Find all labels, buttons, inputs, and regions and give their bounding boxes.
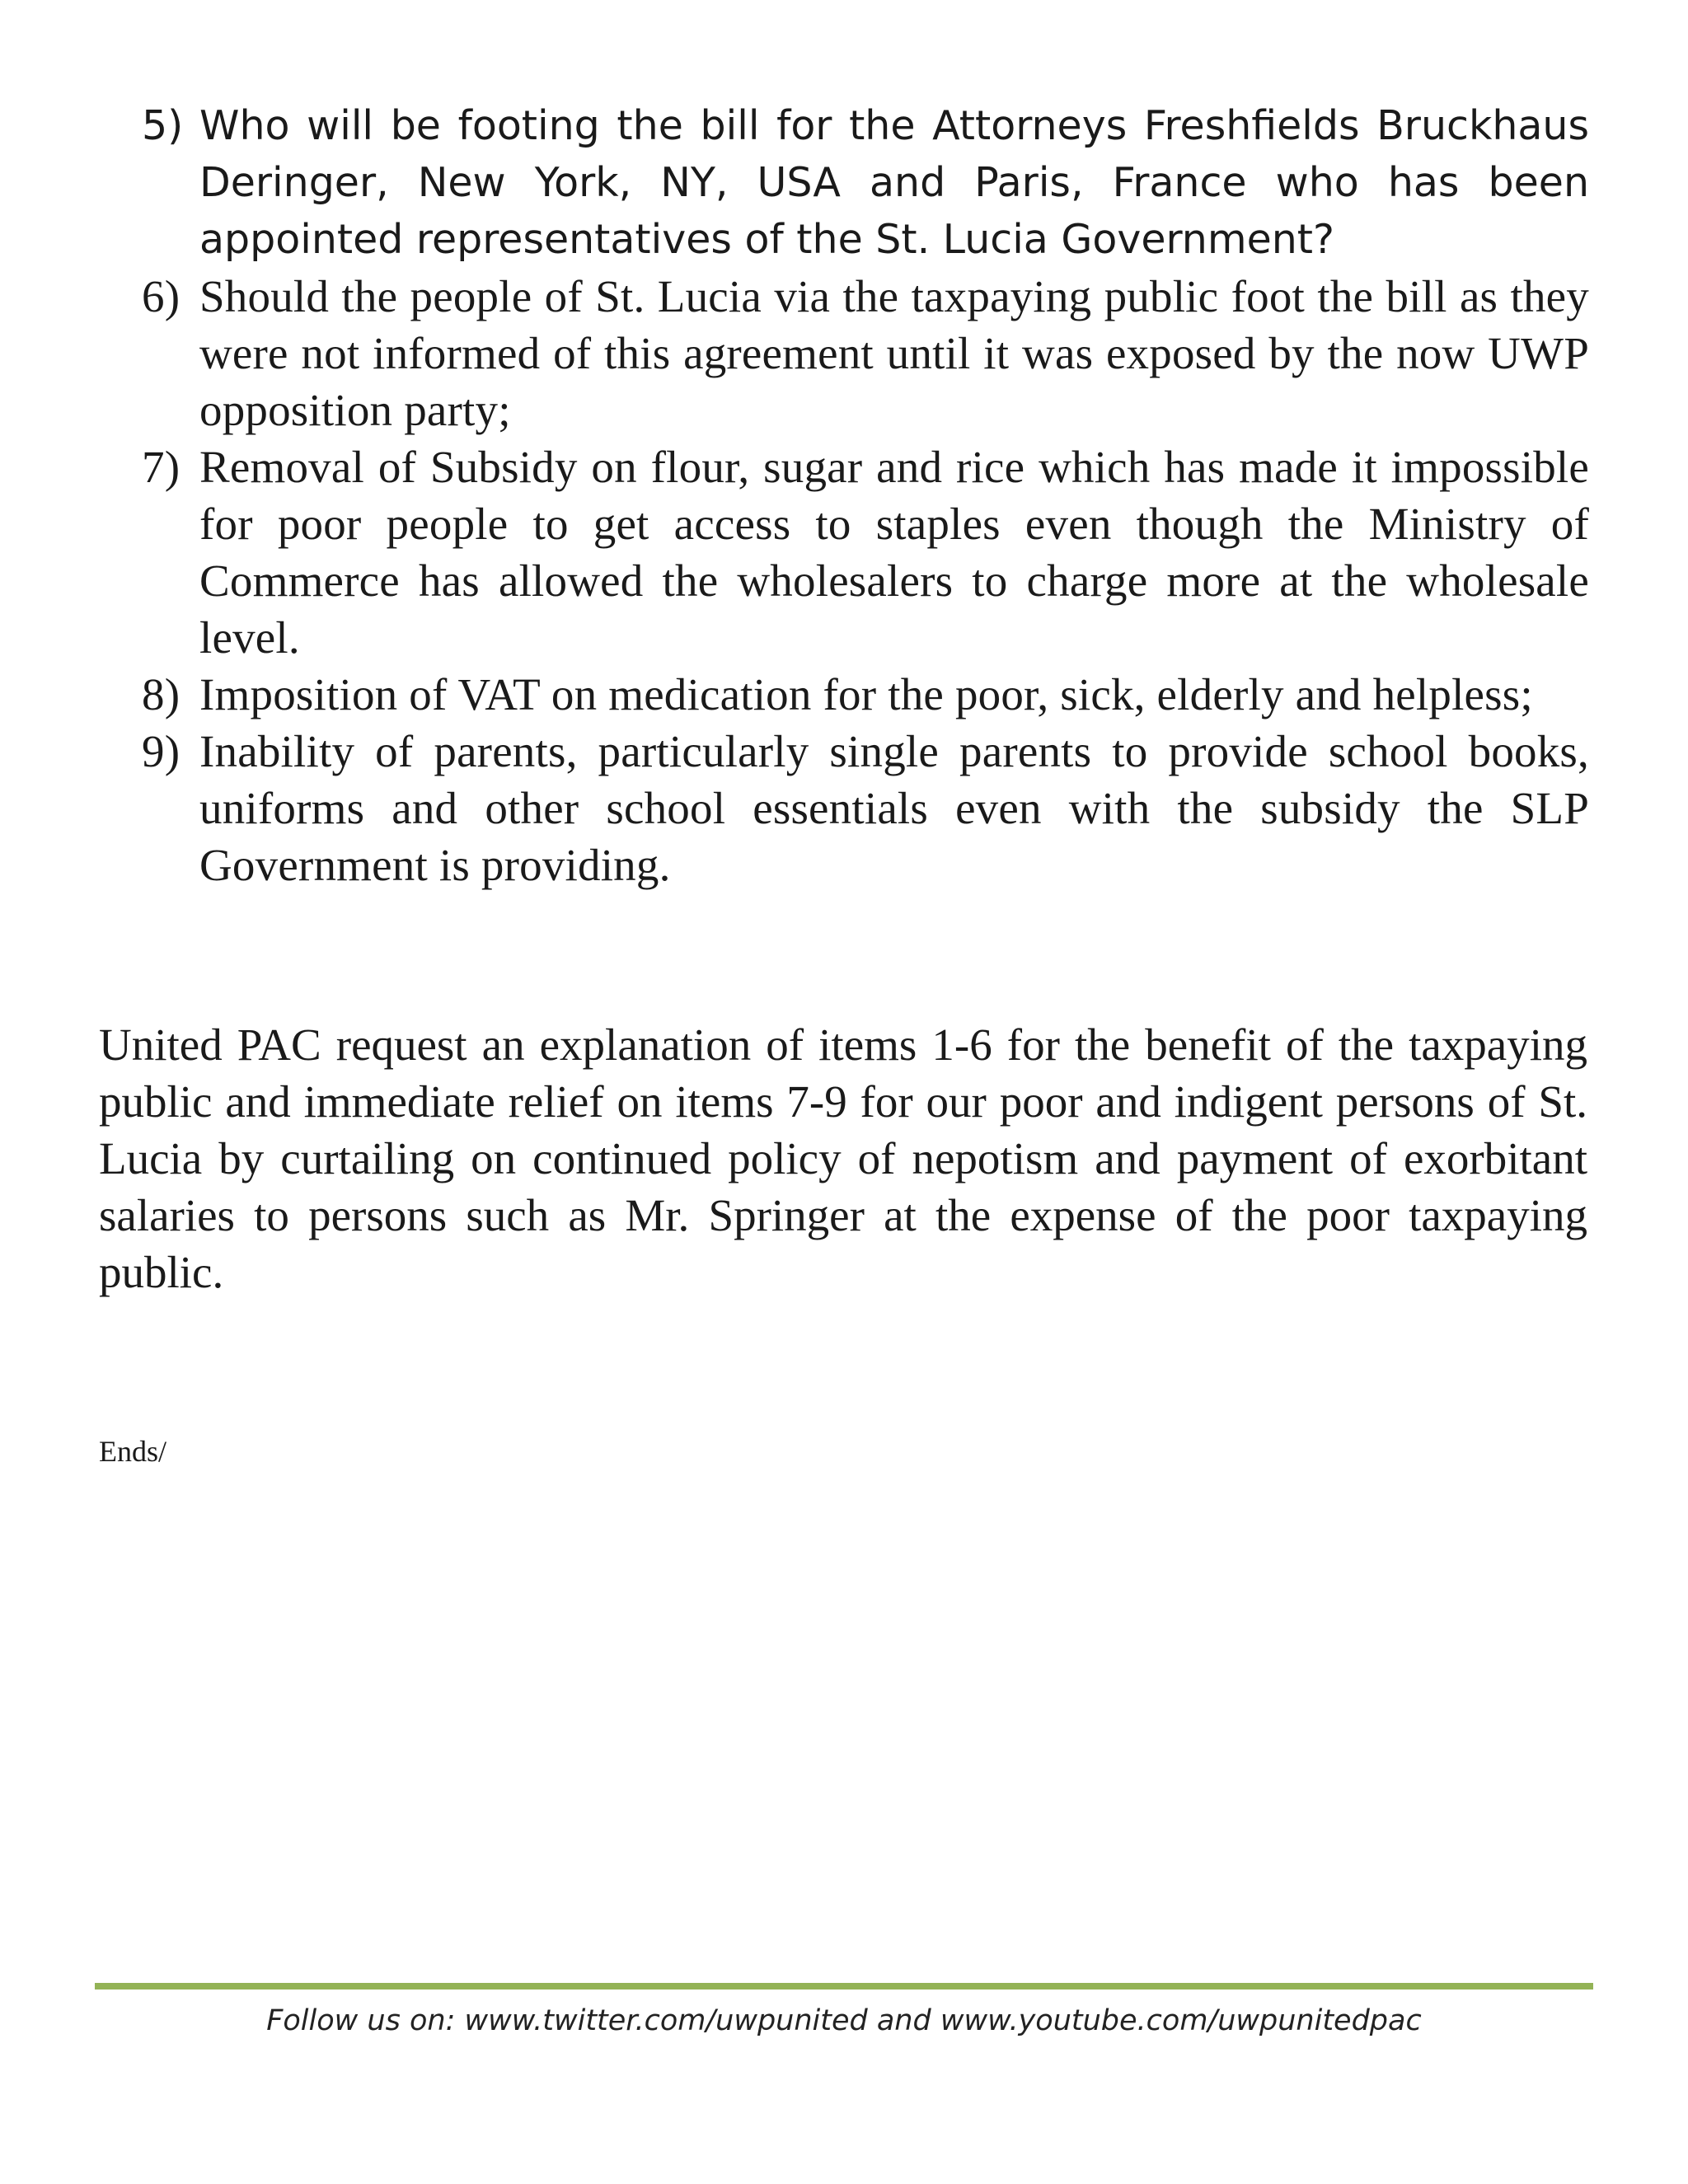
- list-item-number: 8): [142, 669, 181, 719]
- list-item-text: Who will be footing the bill for the Attorneys Freshfields Bruckhaus Deringer, New York, NY, USA and Paris, France who has been appointed representatives of the St. Lucia Government?: [199, 102, 1589, 263]
- list-item-number: 7): [142, 442, 181, 492]
- list-item: [142, 723, 1589, 893]
- list-item: [142, 438, 1589, 666]
- list-item-text: Imposition of VAT on medication for the poor, sick, elderly and helpless;: [199, 669, 1533, 719]
- list-item: [142, 666, 1589, 723]
- list-item-text: Inability of parents, particularly single parents to provide school books, uniforms and other school essentials even with the subsidy the SLP Government is providing.: [199, 726, 1589, 890]
- closing-paragraph: United PAC request an explanation of items 1-6 for the benefit of the taxpaying public and immediate relief on items 7-9 for our poor and indigent persons of St. Lucia by curtailing on continued policy of nepotism and payment of exorbitant salaries to persons such as Mr. Springer at the expense of the poor taxpaying public.: [99, 1019, 1587, 1297]
- list-item-text: Should the people of St. Lucia via the taxpaying public foot the bill as they were not informed of this agreement until it was exposed by the now UWP opposition party;: [199, 271, 1589, 435]
- ends-marker: Ends/: [99, 1435, 167, 1468]
- list-item: [142, 268, 1589, 438]
- list-item-number: 6): [142, 271, 181, 321]
- list-item-text: Removal of Subsidy on flour, sugar and rice which has made it impossible for poor people to get access to staples even though the Ministry of Commerce has allowed the wholesalers to charge more at the wholesale level.: [199, 442, 1589, 663]
- footer-follow-text: Follow us on: www.twitter.com/uwpunited and www.youtube.com/uwpunitedpac: [266, 2004, 1422, 2037]
- list-item-number: 9): [142, 726, 181, 776]
- list-item-number: 5): [142, 102, 184, 149]
- numbered-list: [142, 97, 1589, 893]
- list-item: [142, 97, 1589, 268]
- footer-divider: [95, 1983, 1593, 1990]
